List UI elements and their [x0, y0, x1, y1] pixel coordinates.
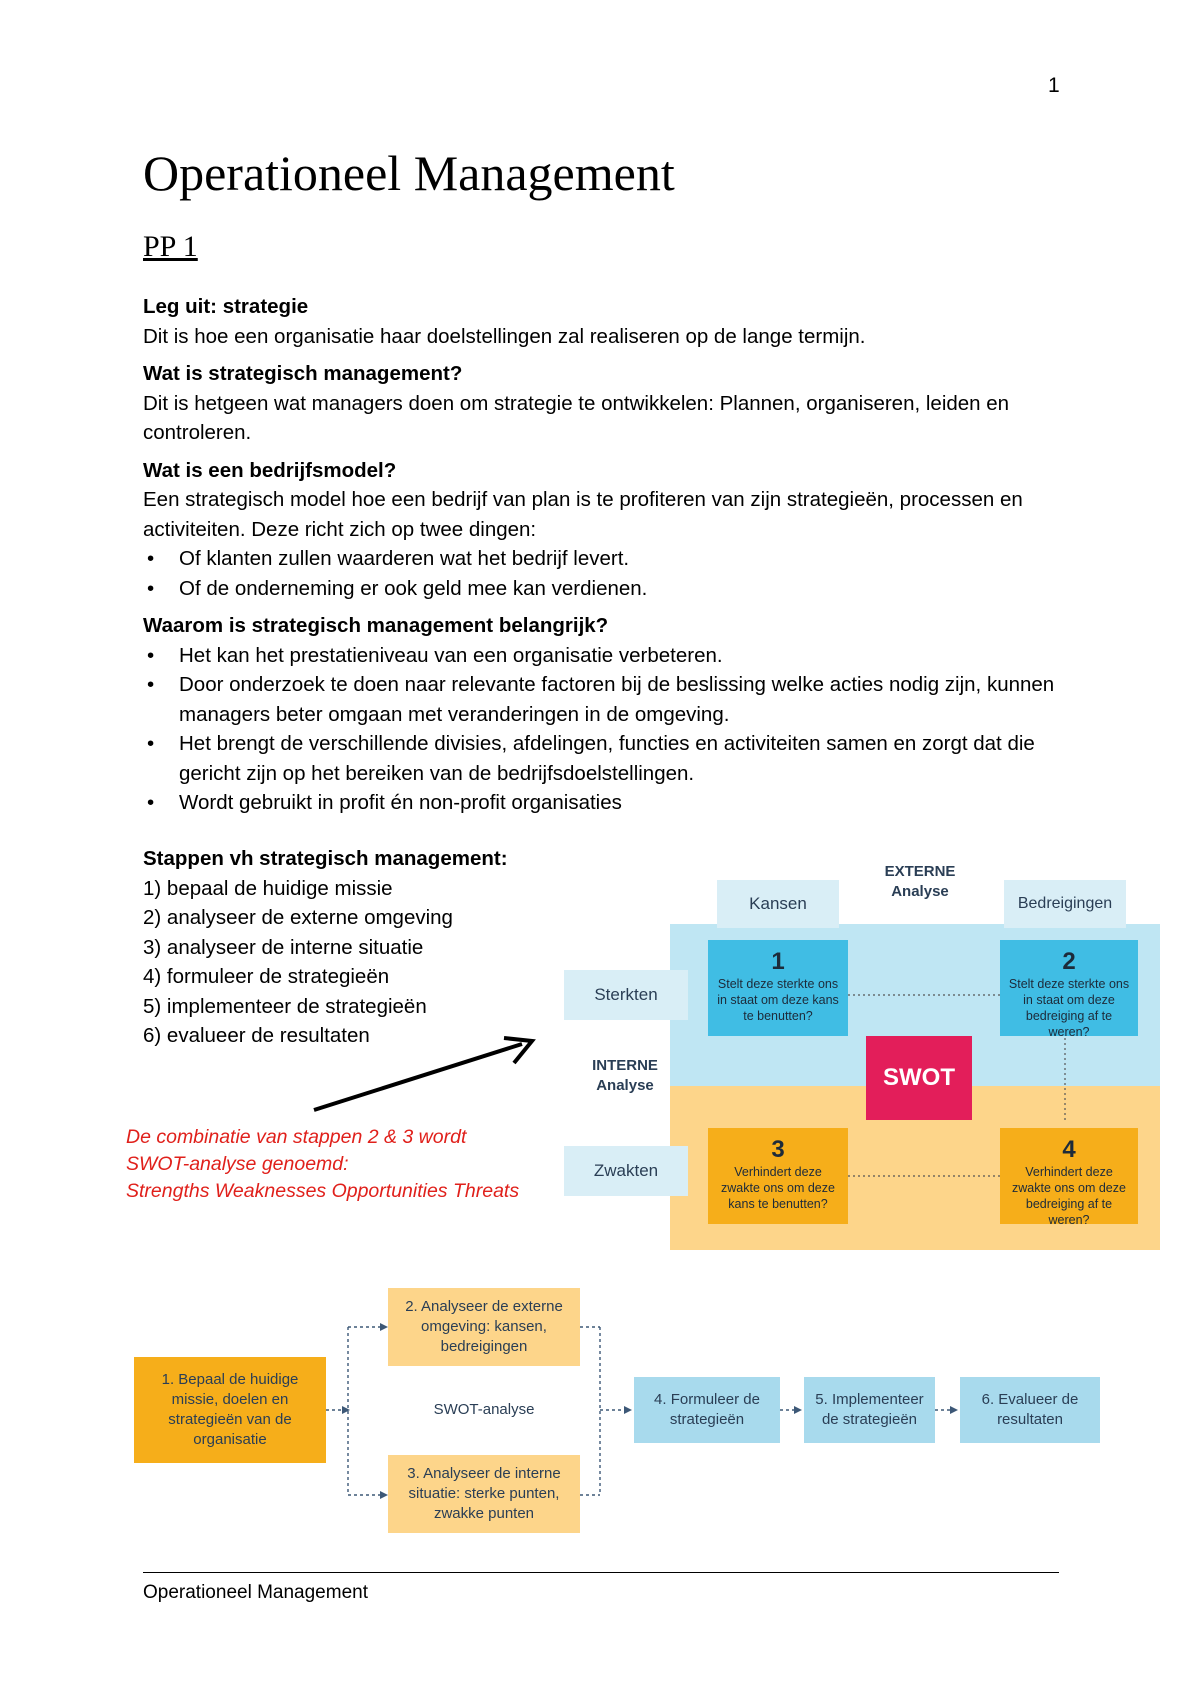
flow-step-3: 3. Analyseer de interne situatie: sterke punten, zwakke punten — [388, 1455, 580, 1533]
question-bedrijfsmodel: Wat is een bedrijfsmodel? — [143, 458, 397, 482]
flow-step-6: 6. Evalueer de resultaten — [960, 1377, 1100, 1443]
question-block — [143, 359, 1073, 448]
interne-label: INTERNE Analyse — [592, 1057, 658, 1094]
step-item: 2) analyseer de externe omgeving — [143, 906, 453, 929]
list-item: • Door onderzoek te doen naar relevante factoren bij de beslissing welke acties nodig zijn, kunnen managers beter omgaan met veranderingen in de omgeving. — [147, 673, 1055, 726]
step-item: 5) implementeer de strategieën — [143, 994, 427, 1018]
zwakten-label: Zwakten — [564, 1146, 688, 1196]
swot-center-label: SWOT — [866, 1036, 972, 1120]
list-item: • Wordt gebruikt in profit én non-profit organisaties — [147, 791, 622, 814]
flow-swot-label: SWOT-analyse — [433, 1401, 535, 1418]
swot-box-4: 4 Verhindert deze zwakte ons om deze bedreiging af te weren? — [1000, 1128, 1138, 1224]
swot-note: De combinatie van stappen 2 & 3 wordt SWOT-analyse genoemd: Strengths Weaknesses Opportunities Threats — [126, 1126, 520, 1202]
bedreigingen-label: Bedreigingen — [1004, 880, 1126, 928]
footer-text: Operationeel Management — [143, 1582, 368, 1603]
kansen-label: Kansen — [717, 880, 839, 928]
flow-step-2: 2. Analyseer de externe omgeving: kansen, bedreigingen — [388, 1288, 580, 1366]
step-item: 4) formuleer de strategieën — [143, 965, 390, 988]
belang-list — [143, 641, 1073, 818]
flow-step-1: 1. Bepaal de huidige missie, doelen en strategieën van de organisatie — [134, 1357, 326, 1463]
flow-step-5: 5. Implementeer de strategieën — [804, 1377, 935, 1443]
swot-diagram — [560, 860, 1160, 1250]
question-block — [143, 292, 1073, 351]
list-item: • Het brengt de verschillende divisies, afdelingen, functies en activiteiten samen en zorgt dat die gericht zijn op het bereiken van de bedrijfsdoelstellingen. — [147, 732, 1035, 785]
question-block — [143, 456, 1073, 545]
page-title: Operationeel Management — [143, 145, 675, 201]
step-item: 3) analyseer de interne situatie — [143, 935, 424, 959]
answer-strategisch-management: Dit is hetgeen wat managers doen om strategie te ontwikkelen: Plannen, organiseren, leiden en controleren. — [143, 391, 1010, 444]
section-heading: PP 1 — [143, 230, 198, 263]
bedrijfsmodel-list — [143, 544, 1073, 603]
footer-divider — [143, 1572, 1059, 1573]
flow-step-4: 4. Formuleer de strategieën — [634, 1377, 780, 1443]
step-item: 1) bepaal de huidige missie — [143, 876, 393, 900]
swot-box-1: 1 Stelt deze sterkte ons in staat om deze kans te benutten? — [708, 940, 848, 1036]
strategy-flow-diagram — [130, 1285, 1110, 1545]
question-stappen: Stappen vh strategisch management: — [143, 847, 508, 870]
document-body — [143, 292, 1073, 826]
answer-strategie: Dit is hoe een organisatie haar doelstellingen zal realiseren op de lange termijn. — [143, 324, 866, 348]
externe-label: EXTERNE Analyse — [884, 863, 956, 900]
page-number: 1 — [1048, 74, 1060, 97]
answer-bedrijfsmodel: Een strategisch model hoe een bedrijf van plan is te profiteren van zijn strategieën, processen en activiteiten. Deze richt zich op twee dingen: — [143, 488, 1023, 541]
swot-box-2: 2 Stelt deze sterkte ons in staat om deze bedreiging af te weren? — [1000, 940, 1138, 1036]
list-item: • Of klanten zullen waarderen wat het bedrijf levert. — [147, 547, 630, 570]
steps-list — [143, 844, 563, 1051]
list-item: • Of de onderneming er ook geld mee kan verdienen. — [147, 576, 648, 600]
step-item: 6) evalueer de resultaten — [143, 1024, 370, 1047]
question-belang: Waarom is strategisch management belangrijk? — [143, 614, 609, 637]
question-strategie: Leg uit: strategie — [143, 295, 309, 318]
swot-box-3: 3 Verhindert deze zwakte ons om deze kans te benutten? — [708, 1128, 848, 1224]
question-strategisch-management: Wat is strategisch management? — [143, 362, 463, 385]
list-item: • Het kan het prestatieniveau van een organisatie verbeteren. — [147, 643, 723, 667]
sterkten-label: Sterkten — [564, 970, 688, 1020]
pointer-arrow — [300, 1030, 540, 1120]
